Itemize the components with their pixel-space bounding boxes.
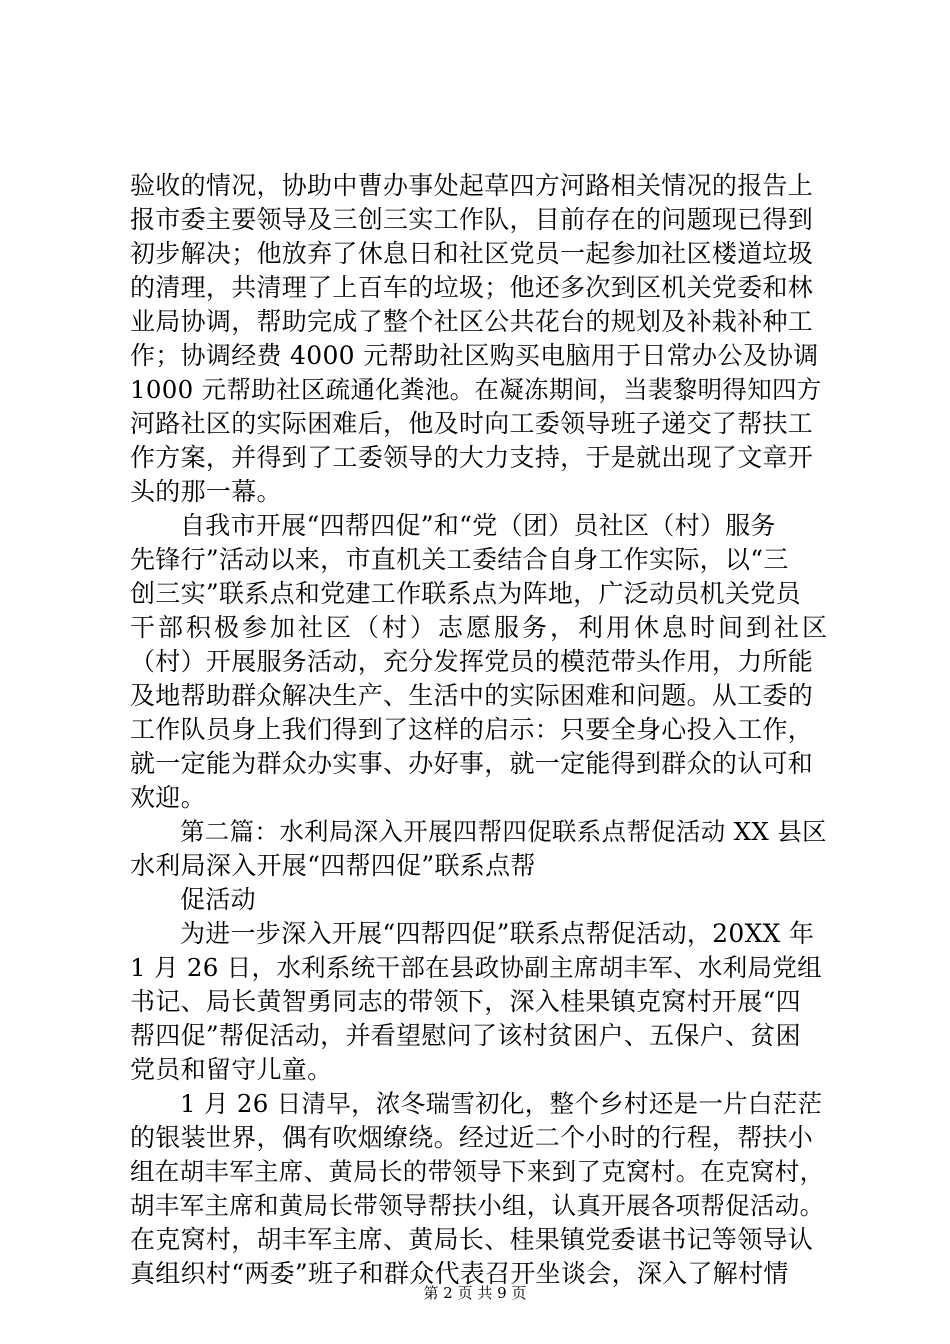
text-line: 1 月 26 日，水利系统干部在县政协副主席胡丰军、水利局党组 bbox=[130, 953, 822, 982]
text-line: 工作队员身上我们得到了这样的启示：只要全身心投入工作， bbox=[130, 715, 814, 744]
paragraph-start-line: 为进一步深入开展“四帮四促”联系点帮促活动，20XX 年 bbox=[180, 919, 815, 948]
text-line: 创三实”联系点和党建工作联系点为阵地，广泛动员机关党员 bbox=[130, 579, 801, 608]
section-heading-line: 第二篇：水利局深入开展四帮四促联系点帮促活动 XX 县区 bbox=[180, 817, 827, 846]
text-line: 先锋行”活动以来，市直机关工委结合自身工作实际，以“三 bbox=[130, 545, 789, 574]
text-line: 真组织村“两委”班子和群众代表召开坐谈会，深入了解村情 bbox=[130, 1259, 789, 1288]
section-heading-line: 水利局深入开展“四帮四促”联系点帮 bbox=[130, 851, 536, 880]
section-heading-line: 促活动 bbox=[180, 885, 256, 914]
text-line: 作方案，并得到了工委领导的大力支持，于是就出现了文章开 bbox=[130, 443, 814, 472]
text-line: 初步解决；他放弃了休息日和社区党员一起参加社区楼道垃圾 bbox=[130, 239, 814, 268]
text-line: 欢迎。 bbox=[130, 783, 206, 812]
page-number-footer: 第 2 页 共 9 页 bbox=[423, 1284, 527, 1302]
text-line: 帮四促”帮促活动，并看望慰问了该村贫困户、五保户、贫困 bbox=[130, 1021, 801, 1050]
text-line: 业局协调，帮助完成了整个社区公共花台的规划及补栽补种工 bbox=[130, 307, 814, 336]
text-line: 河路社区的实际困难后，他及时向工委领导班子递交了帮扶工 bbox=[130, 409, 814, 438]
text-line: 头的那一幕。 bbox=[130, 477, 282, 506]
text-line: 的清理，共清理了上百车的垃圾；他还多次到区机关党委和林 bbox=[130, 273, 814, 302]
text-line: 胡丰军主席和黄局长带领导帮扶小组，认真开展各项帮促活动。 bbox=[130, 1191, 825, 1220]
text-line: 书记、局长黄智勇同志的带领下，深入桂果镇克窝村开展“四 bbox=[130, 987, 801, 1016]
text-line: 干部积极参加社区（村）志愿服务，利用休息时间到社区 bbox=[130, 613, 831, 642]
text-line: 及地帮助群众解决生产、生活中的实际困难和问题。从工委的 bbox=[130, 681, 814, 710]
paragraph-start-line: 1 月 26 日清早，浓冬瑞雪初化，整个乡村还是一片白茫茫 bbox=[180, 1089, 823, 1118]
text-line: 党员和留守儿童。 bbox=[130, 1055, 333, 1084]
text-line: 在克窝村，胡丰军主席、黄局长、桂果镇党委谌书记等领导认 bbox=[130, 1225, 814, 1254]
text-line: 的银装世界，偶有吹烟缭绕。经过近二个小时的行程，帮扶小 bbox=[130, 1123, 814, 1152]
paragraph-start-line: 自我市开展“四帮四促”和“党（团）员社区（村）服务 bbox=[180, 511, 776, 540]
text-line: （村）开展服务活动，充分发挥党员的模范带头作用，力所能 bbox=[130, 647, 814, 676]
text-line: 报市委主要领导及三创三实工作队，目前存在的问题现已得到 bbox=[130, 205, 814, 234]
text-line: 作；协调经费 4000 元帮助社区购买电脑用于日常办公及协调 bbox=[130, 341, 819, 370]
text-line: 验收的情况，协助中曹办事处起草四方河路相关情况的报告上 bbox=[130, 171, 814, 200]
text-line: 1000 元帮助社区疏通化粪池。在凝冻期间，当裴黎明得知四方 bbox=[130, 375, 822, 404]
text-line: 组在胡丰军主席、黄局长的带领导下来到了克窝村。在克窝村， bbox=[130, 1157, 825, 1186]
text-line: 就一定能为群众办实事、办好事，就一定能得到群众的认可和 bbox=[130, 749, 814, 778]
